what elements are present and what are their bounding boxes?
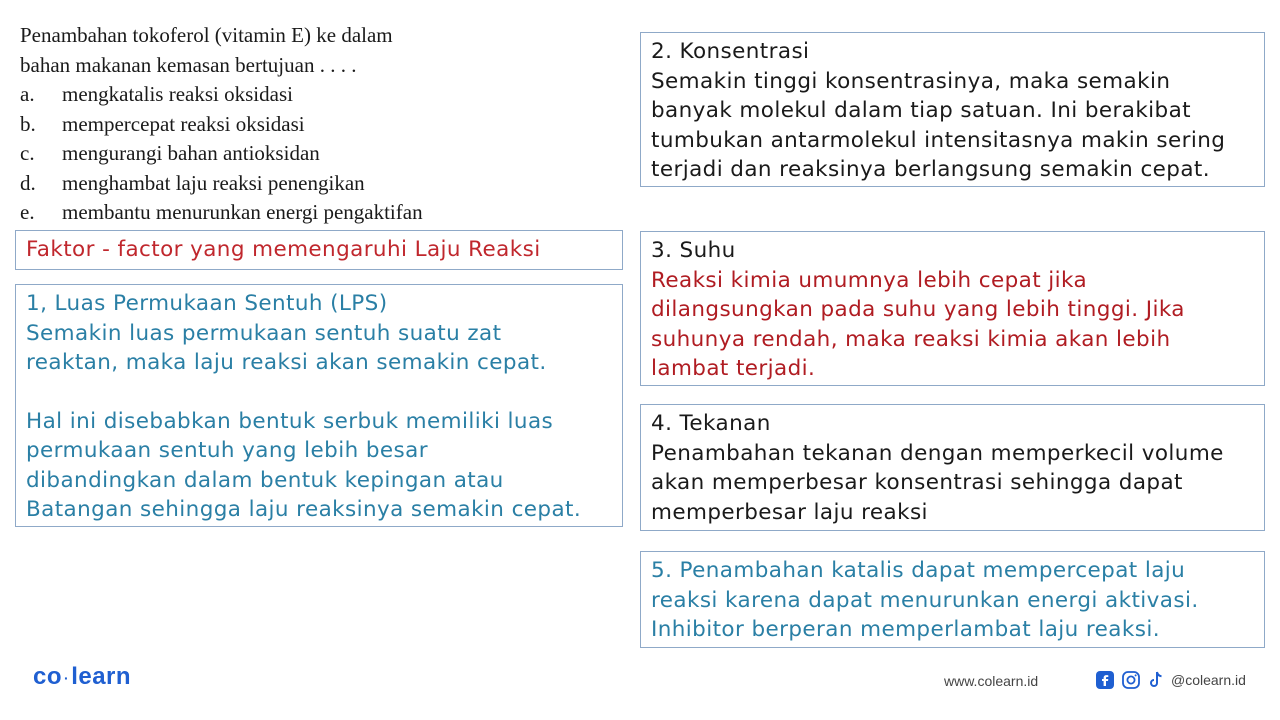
answer-option-b: b. mempercepat reaksi oksidasi: [20, 111, 305, 136]
surface-area-text: reaktan, maka laju reaksi akan semakin cepat.: [26, 350, 547, 375]
surface-area-explanation: dibandingkan dalam bentuk kepingan atau: [26, 467, 504, 493]
temperature-box: [640, 231, 1265, 386]
temperature-text: Reaksi kimia umumnya lebih cepat jika: [651, 267, 1088, 293]
pressure-text: memperbesar laju reaksi: [651, 499, 928, 525]
pressure-text: Penambahan tekanan dengan memperkecil volume: [651, 440, 1224, 466]
temperature-text: suhunya rendah, maka reaksi kimia akan lebih: [651, 326, 1171, 352]
surface-area-explanation: Batangan sehingga laju reaksinya semakin cepat.: [26, 497, 582, 522]
concentration-text: terjadi dan reaksinya berlangsung semakin cepat.: [651, 157, 1210, 182]
surface-area-title: 1, Luas Permukaan Sentuh (LPS): [26, 291, 388, 316]
factors-heading: Faktor - factor yang memengaruhi Laju Reaksi: [26, 237, 541, 262]
pressure-box: [640, 404, 1265, 531]
tiktok-icon[interactable]: [1147, 670, 1165, 690]
temperature-title: 3. Suhu: [651, 238, 736, 263]
social-links: [1095, 670, 1246, 690]
question-stem-line-2: bahan makanan kemasan bertujuan . . . .: [20, 53, 357, 77]
catalyst-text: 5. Penambahan katalis dapat mempercepat laju: [651, 558, 1186, 583]
surface-area-text: Semakin luas permukaan sentuh suatu zat: [26, 320, 502, 346]
temperature-text: dilangsungkan pada suhu yang lebih tinggi. Jika: [651, 297, 1185, 322]
concentration-title: 2. Konsentrasi: [651, 39, 810, 64]
pressure-text: akan memperbesar konsentrasi sehingga dapat: [651, 470, 1183, 495]
catalyst-text: Inhibitor berperan memperlambat laju reaksi.: [651, 617, 1160, 642]
catalyst-box: [640, 551, 1265, 648]
catalyst-text: reaksi karena dapat menurunkan energi aktivasi.: [651, 587, 1199, 613]
answer-option-d: d. menghambat laju reaksi penengikan: [20, 170, 365, 195]
facebook-icon[interactable]: [1095, 670, 1115, 690]
pressure-title: 4. Tekanan: [651, 411, 771, 436]
answer-option-e: e. membantu menurunkan energi pengaktifan: [20, 200, 423, 224]
surface-area-box: [15, 284, 623, 527]
answer-option-c: c. mengurangi bahan antioksidan: [20, 141, 320, 165]
concentration-text: tumbukan antarmolekul intensitasnya makin sering: [651, 127, 1226, 153]
social-handle[interactable]: @colearn.id: [1171, 672, 1246, 688]
surface-area-explanation: permukaan sentuh yang lebih besar: [26, 438, 428, 463]
concentration-box: [640, 32, 1265, 187]
concentration-text: banyak molekul dalam tiap satuan. Ini berakibat: [651, 98, 1192, 123]
temperature-text: lambat terjadi.: [651, 356, 816, 381]
answer-option-a: a. mengkatalis reaksi oksidasi: [20, 82, 293, 106]
concentration-text: Semakin tinggi konsentrasinya, maka semakin: [651, 68, 1171, 94]
surface-area-explanation: Hal ini disebabkan bentuk serbuk memiliki luas: [26, 408, 554, 434]
colearn-logo: co ·learn: [33, 663, 132, 690]
instagram-icon[interactable]: [1121, 670, 1141, 690]
website-url[interactable]: www.colearn.id: [944, 673, 1039, 689]
question-stem-line-1: Penambahan tokoferol (vitamin E) ke dalam: [20, 23, 393, 47]
question-block: [20, 20, 620, 228]
factors-heading-box: [15, 230, 623, 270]
